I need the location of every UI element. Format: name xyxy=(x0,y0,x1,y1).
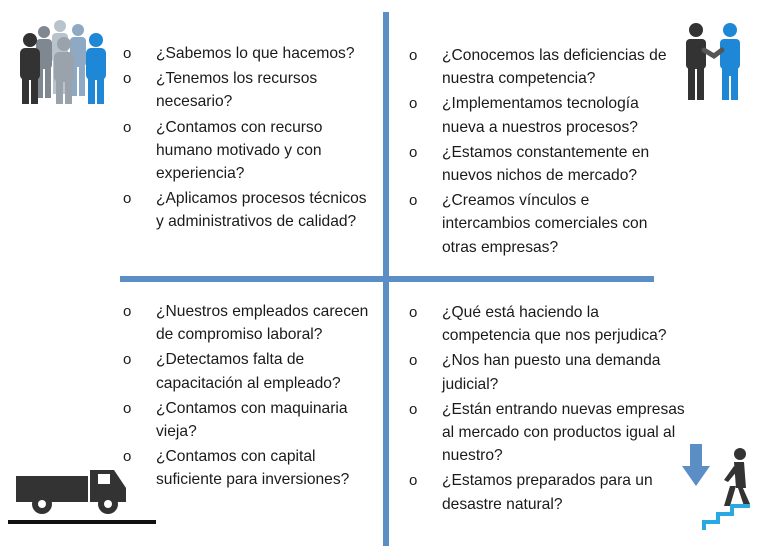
list-item: o ¿Contamos con capital suficiente para inversiones? xyxy=(120,445,370,491)
list-item: o ¿Tenemos los recursos necesario? xyxy=(120,67,370,113)
list-item: o ¿Estamos constantemente en nuevos nichos de mercado? xyxy=(406,141,676,187)
list-item: o ¿Conocemos las deficiencias de nuestra competencia? xyxy=(406,44,676,90)
list-item: o ¿Sabemos lo que hacemos? xyxy=(120,42,370,65)
list-item: o ¿Contamos con recurso humano motivado y con experiencia? xyxy=(120,116,370,186)
list-item: o ¿Nuestros empleados carecen de compromiso laboral? xyxy=(120,300,370,346)
list-item: o ¿Creamos vínculos e intercambios comerciales con otras empresas? xyxy=(406,189,676,259)
list-item: o ¿Nos han puesto una demanda judicial? xyxy=(406,349,686,395)
group-of-people-icon xyxy=(16,18,112,106)
quadrant-bottom-left-list xyxy=(120,300,370,494)
list-item: o ¿Están entrando nuevas empresas al mercado con productos igual al nuestro? xyxy=(406,398,686,468)
quadrant-bottom-right-list xyxy=(406,301,686,518)
quadrant-top-left-list xyxy=(120,42,370,236)
list-item: o ¿Implementamos tecnología nueva a nuestros procesos? xyxy=(406,92,676,138)
list-item: o ¿Detectamos falta de capacitación al empleado? xyxy=(120,348,370,394)
handshake-icon xyxy=(680,22,746,102)
list-item: o ¿Contamos con maquinaria vieja? xyxy=(120,397,370,443)
quadrant-top-right-list xyxy=(406,44,676,261)
list-item: o ¿Estamos preparados para un desastre natural? xyxy=(406,469,686,515)
horizontal-divider xyxy=(120,276,654,282)
list-item: o ¿Qué está haciendo la competencia que nos perjudica? xyxy=(406,301,686,347)
person-descending-stairs-icon xyxy=(680,440,760,532)
list-item: o ¿Aplicamos procesos técnicos y administrativos de calidad? xyxy=(120,187,370,233)
